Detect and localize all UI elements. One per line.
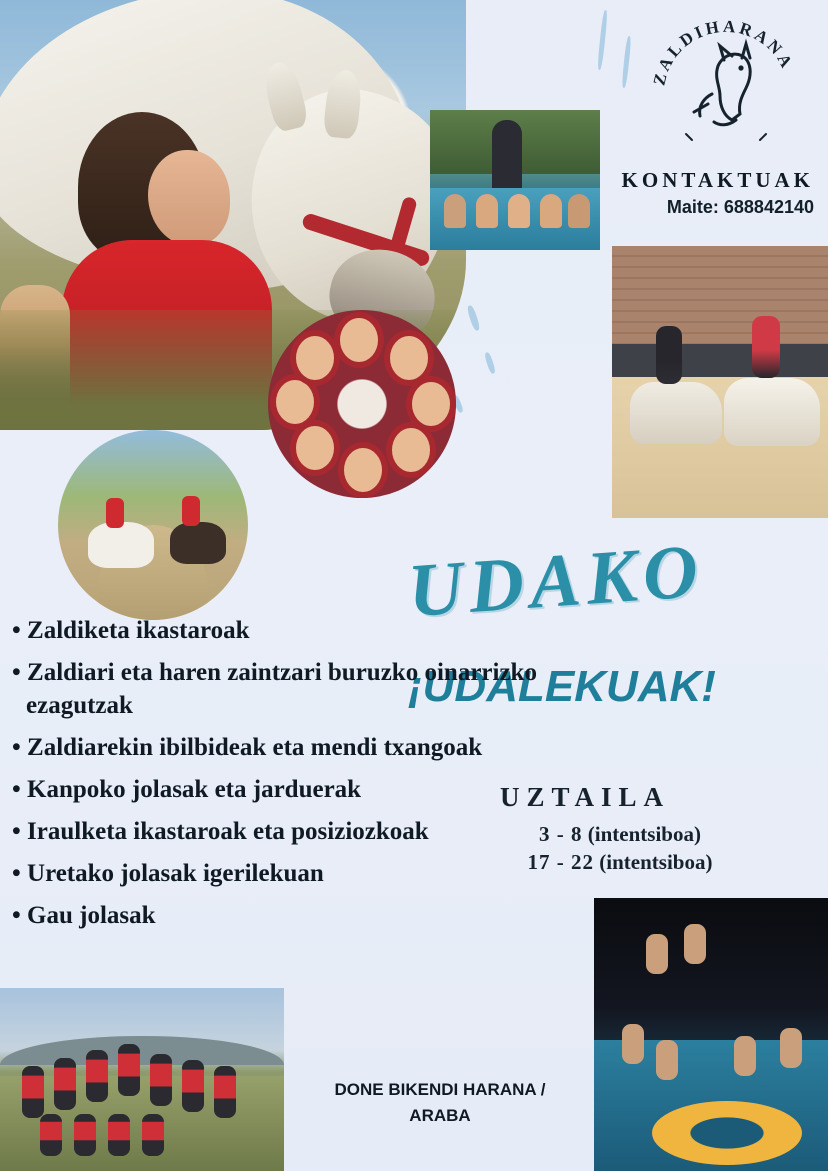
contact-title: KONTAKTUAK	[621, 168, 814, 192]
rider-shape	[182, 496, 200, 526]
pool-float-shape	[652, 1101, 802, 1165]
face-shape	[390, 336, 428, 380]
svg-text:ZALDIHARANA: ZALDIHARANA	[649, 16, 798, 88]
person-shape	[86, 1050, 108, 1102]
zaldiharana-logo	[646, 8, 806, 168]
face-shape	[296, 336, 334, 380]
rider-shape	[106, 498, 124, 528]
face-shape	[412, 382, 450, 426]
activity-label: Kanpoko jolasak eta jarduerak	[27, 776, 362, 803]
list-item: • Uretako jolasak igerilekuan	[12, 860, 324, 887]
photo-arena-riding	[612, 246, 828, 518]
brush-stroke-icon	[621, 36, 631, 88]
person-shape	[74, 1114, 96, 1156]
person-shape	[646, 934, 668, 974]
person-shape	[142, 1114, 164, 1156]
dark-horse-shape	[170, 522, 226, 564]
person-standing-shape	[492, 120, 522, 188]
location-block	[290, 1077, 590, 1129]
person-shape	[22, 1066, 44, 1118]
person-shape	[476, 194, 498, 228]
activity-label: Zaldiketa ikastaroak	[27, 617, 250, 644]
brush-stroke-icon	[466, 305, 481, 332]
person-shape	[684, 924, 706, 964]
face-shape	[340, 318, 378, 362]
person-shape	[40, 1114, 62, 1156]
face-shape	[392, 428, 430, 472]
list-item: • Zaldiarekin ibilbideak eta mendi txangoak	[12, 734, 483, 761]
person-shape	[622, 1024, 644, 1064]
person-shape	[150, 1054, 172, 1106]
person-shape	[656, 1040, 678, 1080]
person-shape	[214, 1066, 236, 1118]
white-horse-shape	[88, 522, 154, 568]
list-item: • Zaldiketa ikastaroak	[12, 617, 250, 644]
face-shape	[296, 426, 334, 470]
contact-block	[622, 168, 814, 218]
pony-shape	[630, 382, 722, 444]
brick-wall-shape	[612, 246, 828, 355]
session-note: (intentsiboa)	[599, 850, 713, 874]
person-shape	[182, 1060, 204, 1112]
face-shape	[276, 380, 314, 424]
contact-phone[interactable]: Maite: 688842140	[666, 197, 814, 217]
fence-shape	[612, 344, 828, 377]
activity-label: Iraulketa ikastaroak eta posiziozkoak	[27, 818, 429, 845]
location-line-2: ARABA	[409, 1106, 471, 1125]
person-shape	[540, 194, 562, 228]
hills-shape	[0, 1036, 284, 1065]
headline-udalekuak: ¡UDALEKUAK!	[408, 662, 716, 711]
rider-shape	[752, 316, 780, 378]
activity-label: Gau jolasak	[27, 902, 156, 929]
photo-group-outdoors	[0, 988, 284, 1171]
brush-stroke-icon	[597, 10, 608, 70]
person-shape	[508, 194, 530, 228]
person-shape	[444, 194, 466, 228]
activity-label: Zaldiari eta haren zaintzari buruzko oinarrizko ezagutzak	[26, 659, 537, 719]
headline-udako: UDAKO	[405, 528, 707, 634]
list-item: • Iraulketa ikastaroak eta posiziozkoak	[12, 818, 429, 845]
person-shape	[780, 1028, 802, 1068]
person-shape	[734, 1036, 756, 1076]
photo-kids-circle	[268, 310, 456, 498]
person-shape	[568, 194, 590, 228]
month-title: UZTAILA	[500, 782, 671, 812]
session-note: (intentsiboa)	[587, 822, 701, 846]
activity-label: Uretako jolasak igerilekuan	[27, 860, 324, 887]
activities-list	[6, 614, 566, 941]
person-shape	[118, 1044, 140, 1096]
face-shape	[344, 448, 382, 492]
brush-stroke-icon	[484, 352, 497, 375]
session-range: 3 - 8	[539, 822, 583, 846]
list-item: • Gau jolasak	[12, 902, 156, 929]
list-item: • Kanpoko jolasak eta jarduerak	[12, 776, 362, 803]
photo-trail-ride	[58, 430, 248, 620]
activity-label: Zaldiarekin ibilbideak eta mendi txangoak	[27, 734, 483, 761]
person-shape	[108, 1114, 130, 1156]
pony-shape	[724, 378, 820, 446]
list-item: • Zaldiari eta haren zaintzari buruzko oinarrizko ezagutzak	[12, 659, 537, 719]
session-range: 17 - 22	[527, 850, 595, 874]
photo-night-pool	[594, 898, 828, 1171]
photo-pool-group	[430, 110, 600, 250]
person-shape	[54, 1058, 76, 1110]
location-line-1: DONE BIKENDI HARANA /	[334, 1080, 546, 1099]
rider-shape	[656, 326, 682, 384]
